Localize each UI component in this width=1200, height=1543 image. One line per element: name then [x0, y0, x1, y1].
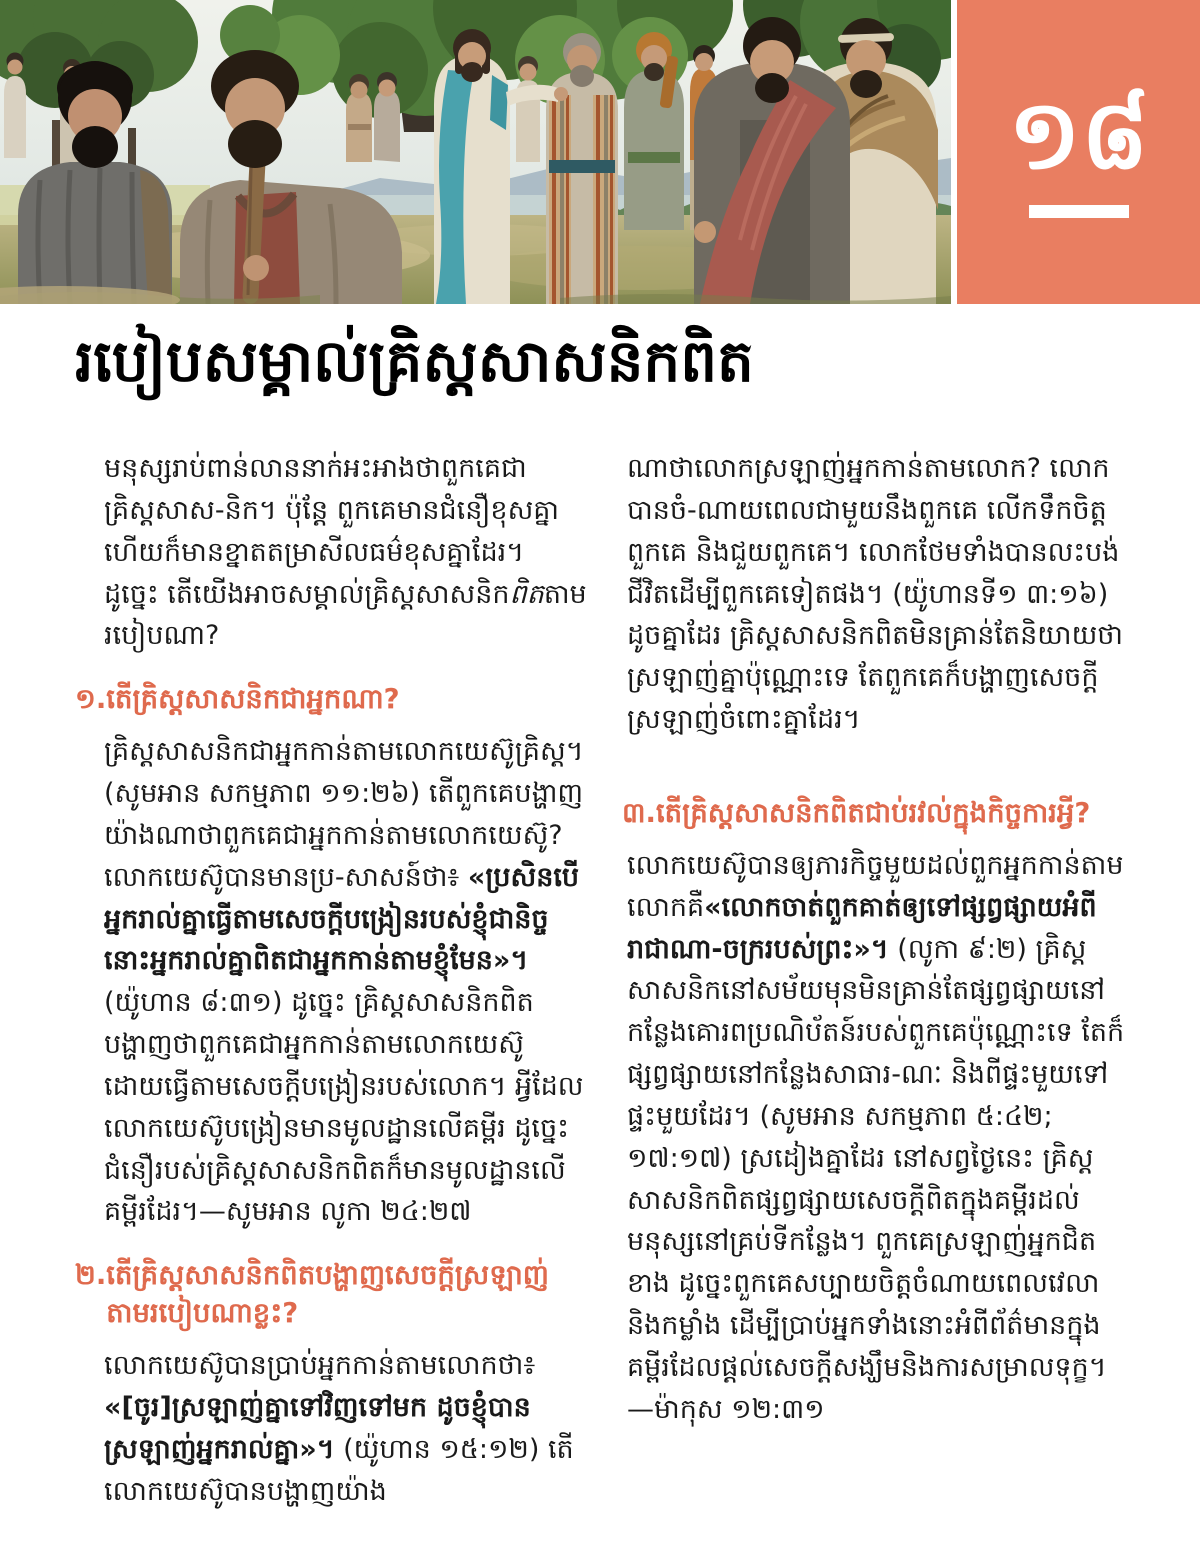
text-segment: គ្រិស្ដសាសនិកជាអ្នកកាន់តាមលោកយេស៊ូគ្រិស្ដ។ (សូមអាន សកម្មភាព ១១:២៦) តើពួកគេបង្ហាញយ៉ាងណាថាពួកគេជាអ្នកកាន់តាមលោកយេស៊ូ? លោកយេស៊ូបានមានប្រ-សាសន៍ថា៖ [104, 736, 584, 893]
question-heading [75, 1257, 587, 1333]
question-number: ៣. [622, 796, 656, 829]
hero-photo [0, 0, 951, 304]
column-left [75, 448, 587, 1521]
lesson-number: ១៨ [1008, 78, 1149, 191]
question-heading-text: តើគ្រិស្ដសាសនិកពិតបង្ហាញសេចក្ដីស្រឡាញ់តាមរបៀបណាខ្លះ? [106, 1259, 549, 1330]
question-heading [622, 795, 1132, 833]
scripture-quote: «ប្រសិនបើអ្នករាល់គ្នាធ្វើតាមសេចក្ដីបង្រៀនរបស់ខ្ញុំជានិច្ច នោះអ្នករាល់គ្នាពិតជាអ្នកកាន់តាមខ្ញុំមែន»។ [104, 861, 580, 977]
text-segment: មនុស្សរាប់ពាន់លាននាក់អះអាងថាពួកគេជាគ្រិស្ដសាស-និក។ ប៉ុន្ដែ ពួកគេមានជំនឿខុសគ្នា ហើយក៏មានខ្នាតតម្រាសីលធម៌ខុសគ្នាដែរ។ ដូច្នេះ តើយើងអាចសម្គាល់គ្រិស្ដសាសនិក [104, 453, 559, 610]
question-number: ២. [75, 1259, 107, 1292]
body-paragraph [75, 1345, 587, 1512]
lesson-number-tab [957, 0, 1200, 304]
page-title: របៀបសម្គាល់គ្រិស្ដសាសនិកពិត [75, 327, 754, 395]
text-segment: លោកយេស៊ូបានឲ្យភារកិច្ចមួយដល់ពួកអ្នកកាន់តាមលោកគឺ [627, 849, 1124, 923]
hero [0, 0, 1200, 304]
text-segment: (យ៉ូហាន ៨:៣១) ដូច្នេះ គ្រិស្ដសាសនិកពិតបង្ហាញថាពួកគេជាអ្នកកាន់តាមលោកយេស៊ូ ដោយធ្វើតាមសេចក្ដីបង្រៀនរបស់លោក។ អ្វីដែលលោកយេស៊ូបង្រៀនមានមូលដ្ឋានលើគម្ពីរ ដូច្នេះជំនឿរបស់គ្រិស្ដសាសនិកពិតក៏មានមូលដ្ឋានលើគម្ពីរដែរ។—សូមអាន លូកា ២៤:២៧ [104, 987, 584, 1228]
text-segment: លោកយេស៊ូបានប្រាប់អ្នកកាន់តាមលោកថា៖ [104, 1350, 536, 1382]
text-segment: (យ៉ូហាន ១៥:១២) តើលោកយេស៊ូបានបង្ហាញយ៉ាង [104, 1433, 574, 1507]
body-paragraph [622, 448, 1132, 741]
question-heading-text: តើគ្រិស្ដសាសនិកពិតជាប់រវល់ក្នុងកិច្ចការអ្វី? [655, 796, 1091, 829]
body-paragraph [622, 845, 1132, 1431]
hero-photo-illustration [0, 0, 951, 304]
lesson-number-underline [1029, 205, 1129, 218]
figure-background-center [516, 56, 540, 162]
text-segment: តាមរបៀបណា? [104, 578, 587, 652]
question-number: ១. [75, 683, 107, 716]
text-segment: (លូកា ៩:២) គ្រិស្ដសាសនិកនៅសម័យមុនមិនគ្រាន់តែផ្សព្វផ្សាយនៅកន្លែងគោរពប្រណិប័តន៍របស់ពួកគេប៉ុណ្ណោះទេ តែក៏ផ្សព្វផ្សាយនៅកន្លែងសាធារ-ណៈ និងពីផ្ទះមួយទៅផ្ទះមួយដែរ។ (សូមអាន សកម្មភាព ៥:៤២; ១៧:១៧) ស្រដៀងគ្នាដែរ នៅសព្វថ្ងៃនេះ គ្រិស្ដសាសនិកពិតផ្សព្វផ្សាយសេចក្ដីពិតក្នុងគម្ពីរដល់មនុស្សនៅគ្រប់ទីកន្លែង។ ពួកគេស្រឡាញ់អ្នកជិតខាង ដូច្នេះពួកគេសប្បាយចិត្ដចំណាយពេលវេលានិងកម្លាំង ដើម្បីប្រាប់អ្នកទាំងនោះអំពីព័ត៌មានក្នុងគម្ពីរដែលផ្ដល់សេចក្ដីសង្ឃឹមនិងការសម្រាលទុក្ខ។—ម៉ាកុស ១២:៣១ [627, 933, 1125, 1425]
text-segment: ណាថាលោកស្រឡាញ់អ្នកកាន់តាមលោក? លោកបានចំ-ណាយពេលជាមួយនឹងពួកគេ លើកទឹកចិត្ដពួកគេ និងជួយពួកគេ។ លោកថែមទាំងបានលះបង់ជីវិតដើម្បីពួកគេទៀតផង។ (យ៉ូហានទី១ ៣:១៦) ដូចគ្នាដែរ គ្រិស្ដសាសនិកពិតមិនគ្រាន់តែនិយាយថាស្រឡាញ់គ្នាប៉ុណ្ណោះទេ តែពួកគេក៏បង្ហាញសេចក្ដីស្រឡាញ់ចំពោះគ្នាដែរ។ [627, 453, 1123, 736]
question-heading [75, 681, 587, 719]
scripture-quote: «លោកចាត់ពួកគាត់ឲ្យទៅផ្សព្វផ្សាយអំពីរាជាណា-ចក្ររបស់ព្រះ»។ [627, 891, 1097, 965]
column-right [622, 448, 1132, 1439]
body-paragraph [75, 448, 587, 657]
body-paragraph [75, 731, 587, 1233]
text-segment: ពិត [509, 578, 544, 610]
scripture-quote: «[ចូរ]ស្រឡាញ់គ្នាទៅវិញទៅមក ដូចខ្ញុំបានស្រឡាញ់អ្នករាល់គ្នា»។ [104, 1392, 531, 1465]
question-heading-text: តើគ្រិស្ដសាសនិកជាអ្នកណា? [106, 683, 400, 716]
